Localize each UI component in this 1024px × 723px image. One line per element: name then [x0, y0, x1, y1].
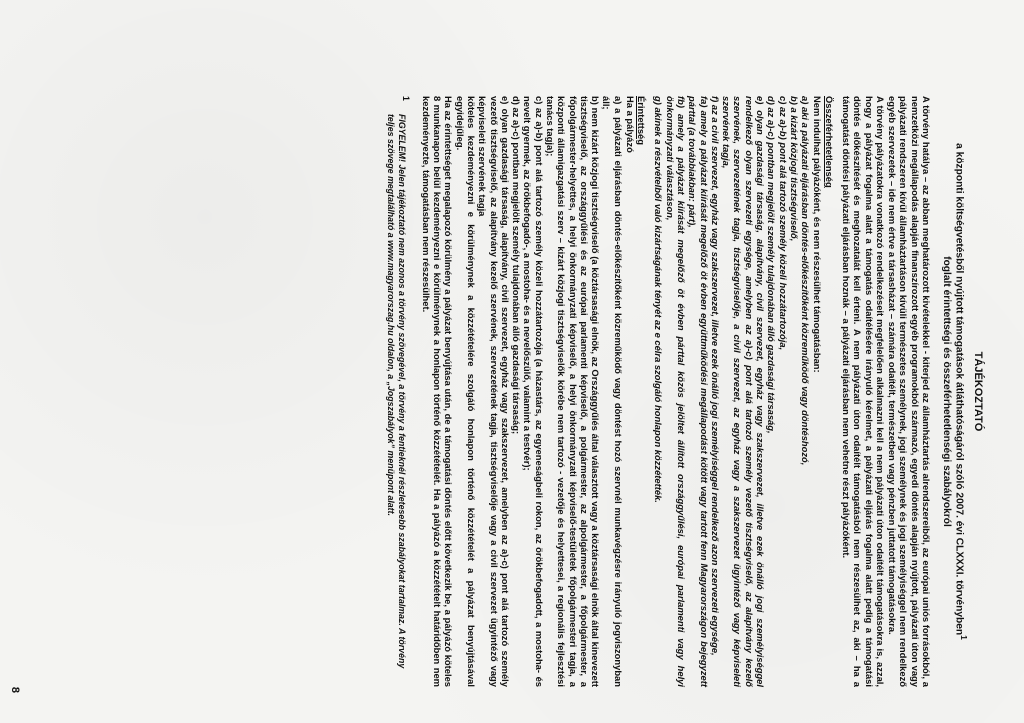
subtitle-line-1: a központi költségvetésből nyújtott támogatások átláthatóságáról szóló 2007. évi CLXXXI. törvényben — [953, 143, 965, 636]
list-item: g) akinek a részvételből való kizártságának tényét az e célra szolgáló honlapon közzétették. — [653, 96, 665, 503]
section-heading-interest: Érintettség — [636, 96, 648, 145]
footnote-text: FIGYELEM! Jelen tájékoztató nem azonos a törvény szövegével, a törvény a fentieknél részletesebb szabályokat tartalmaz. A törvény teljes szövege megtalálható a www.magyarorszag.hu oldalon, a „Jogszabályok” menüpont alatt. — [386, 114, 407, 669]
intro-paragraph-2: A törvény pályázatokra vonatkozó rendelkezéseit megfelelően alkalmazni kell a nem pályázati úton odaítélt támogatásokra is, azzal, hogy a pályázat fogalma alatt a támogatás odaítélésére irányuló kérelmet, a pályázati eljárás fogalma alatt pedig a támogatási döntés előkészítését és meghozatalát kell érteni. A nem pályázati úton odaítélt támogatásból nem részesülhet az, aki – ha a támogatást döntési pályázati eljárásban hoznák – a pályázati eljárásban nem vehetne részt pályázóként. — [840, 96, 886, 687]
subtitle-line-2: foglalt érintettségi és összeférhetetlenségi szabályokról — [941, 256, 953, 527]
list-item: c) az a)-b) pont alá tartozó személy közeli hozzátartozója, — [777, 96, 789, 351]
list-item: a) aki a pályázati eljárásban döntés-előkészítőként közreműködő vagy döntéshozó, — [800, 96, 812, 466]
list-item: Ha az érintettséget megalapozó körülmény a pályázat benyújtása után, de a támogatási döntés előtt következik be, a pályázó köteles 8 munkanapon belül kezdeményezni e körülménynek a honlapon történő közzétételét. Ha a pályázó a közzétételt határidőben nem kezdeményezte, támogatásban nem részesülhet. — [420, 96, 455, 687]
footnote-number: 1 — [400, 96, 411, 101]
list-item: e) olyan gazdasági társaság, alapítvány, civil szervezet, egyház vagy szakszervezet, amelyben az a)-c) pont alá tartozó személy vezető tisztségviselő, az alapítvány kezelő szervének, szervezetének tagja, tisztségviselője vagy a civil szervezet ügyintéző vagy képviseleti szervének tagja — [477, 96, 511, 687]
list-item: köteles kezdeményezni e körülménynek a közzétételére szolgáló honlapon történő közzétételét a pályázat benyújtásával egyidejűleg. — [454, 96, 477, 687]
page-number: 8 — [9, 686, 22, 693]
section-lead-interest: Ha a pályázó — [624, 96, 636, 153]
list-item: fb) amely a pályázat kiírását megelőző öt évben párttal közös jelöltet állított országgyűlési, európai parlamenti vagy helyi önkormányzati választáson, — [664, 96, 688, 687]
list-item: a) a pályázati eljárásban döntés-előkészítőként közreműködő vagy döntést hozó szervnél munkavégzésre irányuló jogviszonyban áll; — [601, 96, 624, 687]
list-item: f) az a civil szervezet, egyház vagy szakszervezet, illetve ezek önálló jogi személyiséggel rendelkező azon szervezeti egysége, — [709, 96, 721, 656]
list-item: e) olyan gazdasági társaság, alapítvány, civil szervezet, egyház vagy szakszervezet, illetve ezek önálló jogi személyiséggel rendelkező olyan szervezeti egysége, amelyben az a)-c) pont alá tartozó személy vezető tisztségviselő, az alapítvány kezelő szervének, szervezetének tagja, tisztségviselője, a civil szervezet, az egyház vagy a szakszervezet ügyintéző vagy képviseleti szervének tagja, — [721, 96, 767, 687]
footnote — [385, 96, 411, 687]
section-lead-incompatibility: Nem indulhat pályázóként, és nem részesülhet támogatásban: — [812, 96, 824, 373]
list-item: b) a kizárt közjogi tisztségviselő, — [788, 96, 800, 242]
section-heading-incompatibility: Összeférhetetlenség — [823, 96, 835, 188]
document-subtitle — [940, 96, 969, 687]
document-title: TÁJÉKOZTATÓ — [972, 351, 984, 432]
list-item: d) az a)-c) pontban megjelölt személy tulajdonában álló gazdasági társaság; — [511, 96, 523, 435]
list-item: d) az a)-c) pontban megjelölt személy tulajdonában álló gazdasági társaság, — [766, 96, 778, 434]
section-incompatibility — [653, 96, 835, 687]
list-item: fa) amely a pályázat kiírását megelőző öt évben együttműködési megállapodást kötött vagy tartott fenn Magyarországon bejegyzett párttal (a továbbiakban: párt), — [687, 96, 710, 687]
list-item: c) az a)-b) pont alá tartozó személy közeli hozzátartozója (a házastárs, az egyeneságbeli rokon, az örökbefogadott, a mostoha- és nevelt gyermek, az örökbefogadó-, a mostoha- és a nevelőszülő, valamint a testvér); — [522, 96, 545, 687]
list-item: b) nem kizárt közjogi tisztségviselő (a köztársasági elnök, az Országgyűlés által választott vagy a köztársasági elnök által kinevezett tisztségviselő, az országgyűlési és az európai parlamenti képviselő, a polgármester, az alpolgármester, a főpolgármester, a főpolgármester-helyettes, a helyi önkormányzati képviselő, a helyi önkormányzati képviselő-testületek főpolgármesteri tagja, a központi államigazgatási szerv – kizárt közjogi tisztségviselők körébe nem tartozó - vezetője és helyettesei, a regionális fejlesztési tanács tagja); — [544, 96, 602, 687]
footnote-reference: 1 — [958, 635, 969, 640]
intro-paragraph-1: A törvény hatálya – az abban meghatározott kivételekkel - kiterjed az államháztartás alrendszereiből, az európai uniós forrásokból, a nemzetközi megállapodás alapján finanszírozott egyéb programokból származó, egyedi döntés alapján nyújtott, pályázati úton vagy pályázati rendszeren kívül államháztartáson kívüli természetes személynek, jogi személynek és jogi személyiséggel nem rendelkező egyéb szervezetek – ide nem értve a társasházat – számára odaítélt, természetben vagy pénzben juttatott támogatásokra. — [887, 96, 932, 687]
section-interest — [421, 96, 648, 687]
